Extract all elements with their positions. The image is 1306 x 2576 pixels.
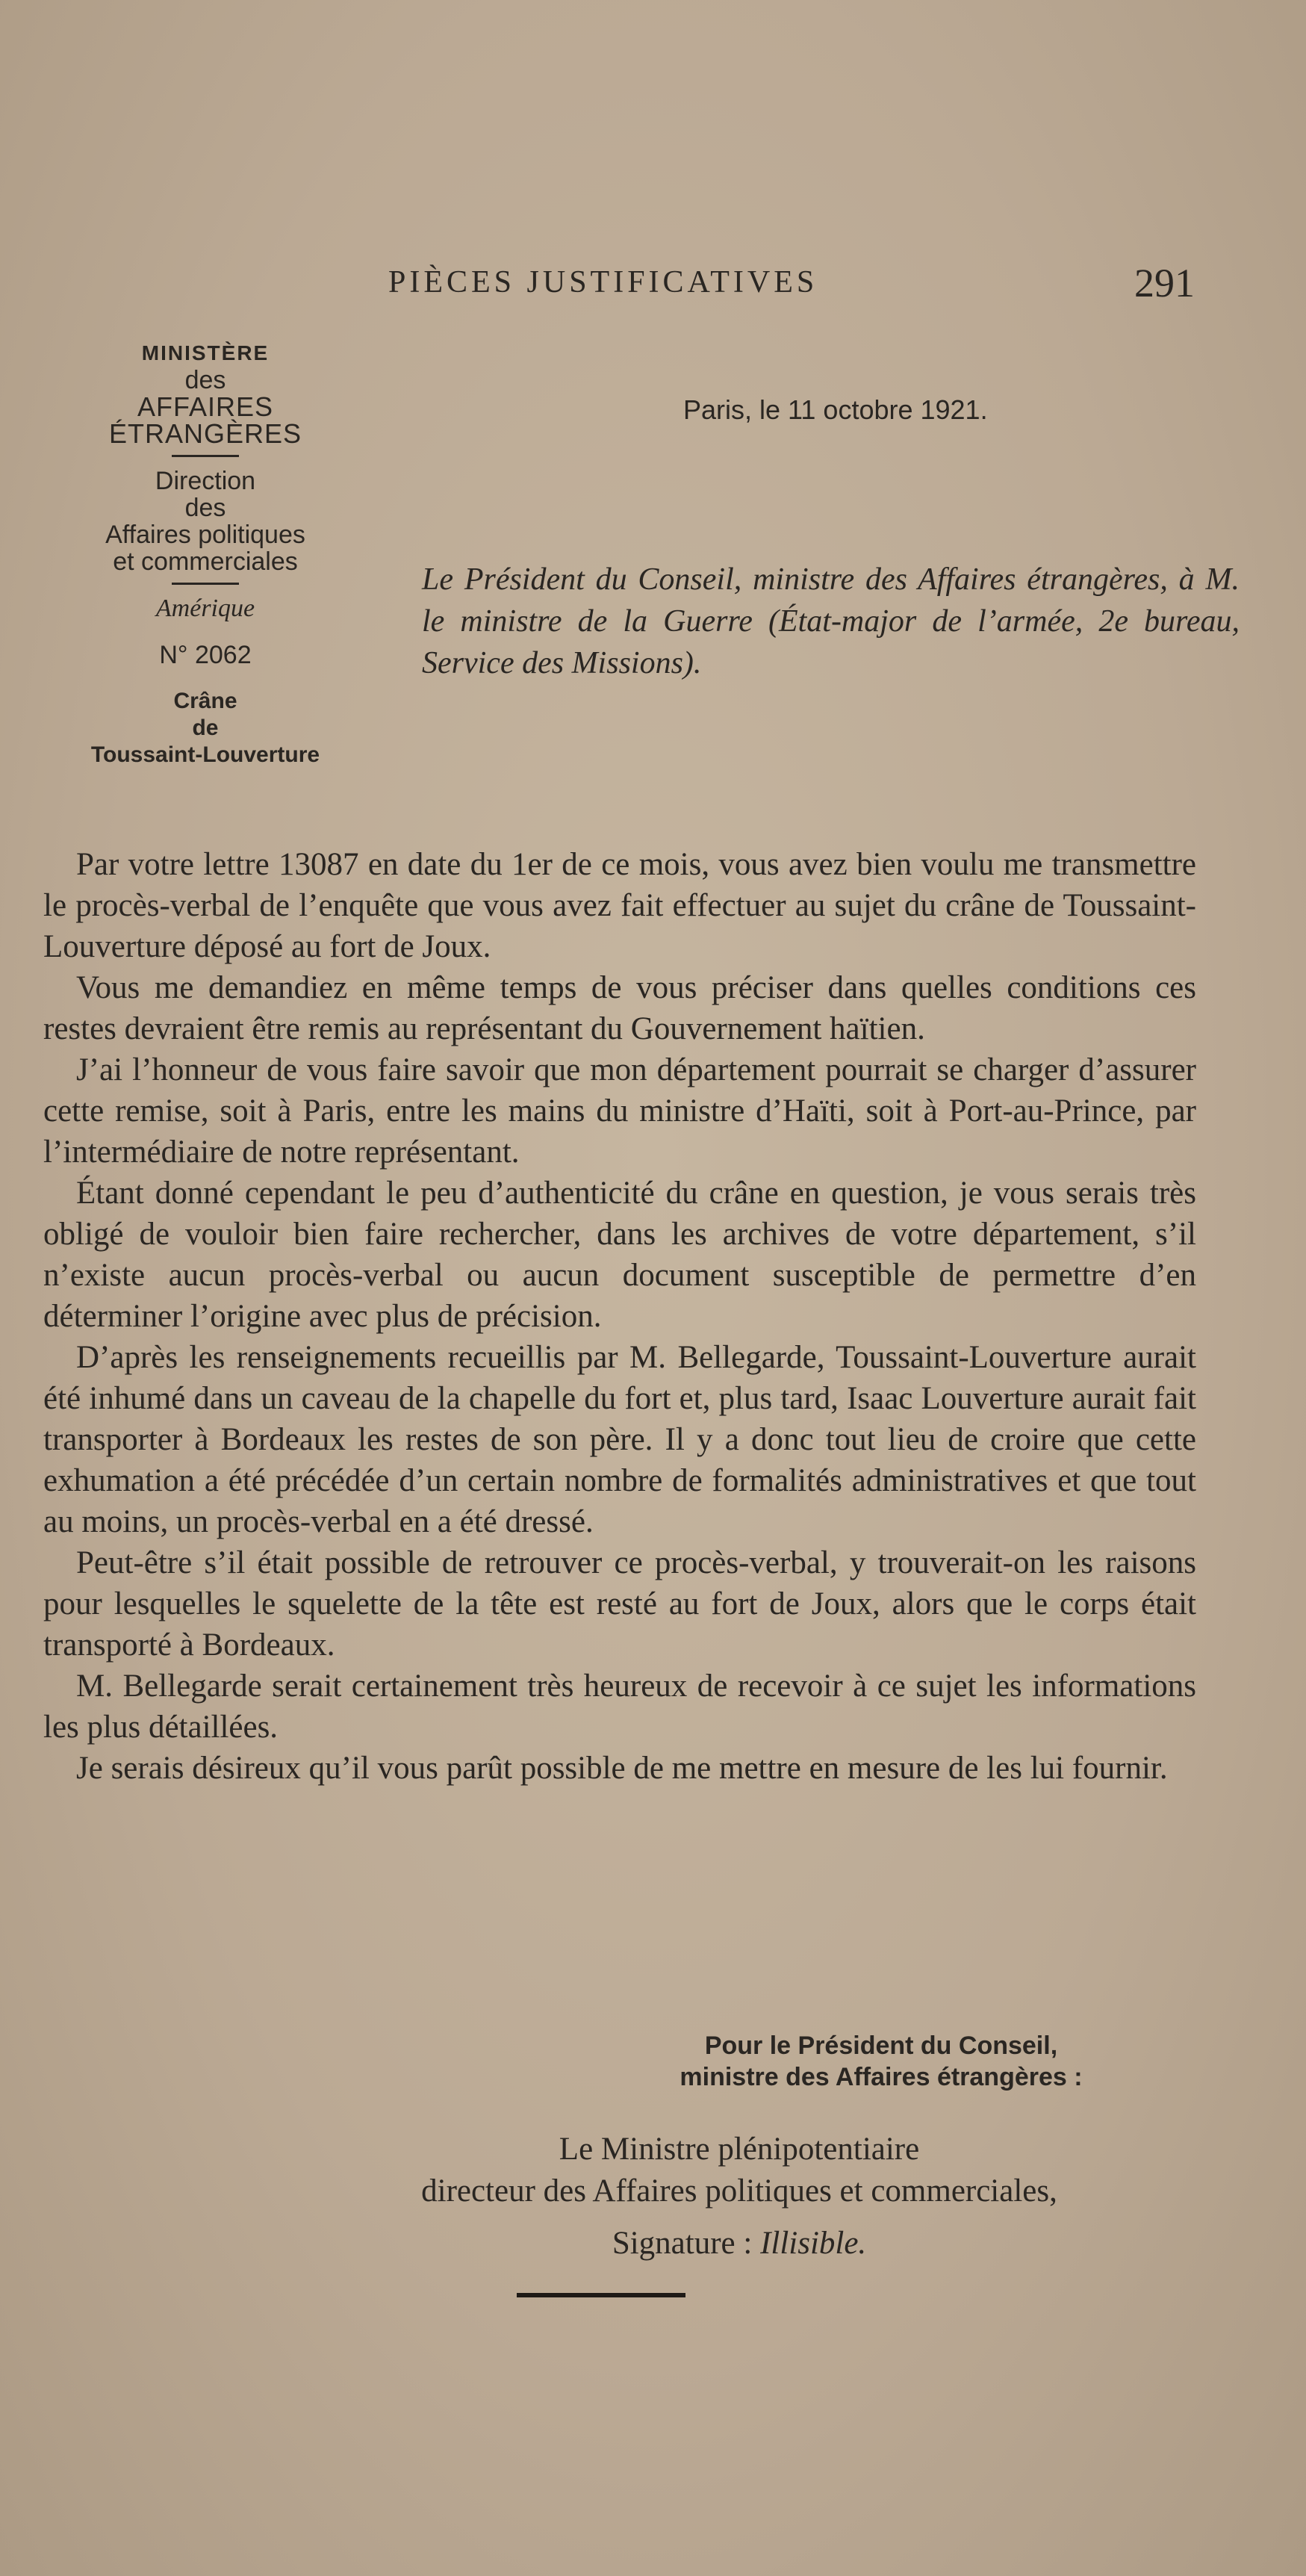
signature-label: Signature : xyxy=(612,2226,753,2261)
paragraph: Peut-être s’il était possible de retrouver ce procès-verbal, y trouverait-on les raisons pour lesquelles le squelette de la tête est resté au fort de Joux, alors que le corps était transporté à Bordeaux. xyxy=(43,1545,1196,1663)
running-head-title: PIÈCES JUSTIFICATIVES xyxy=(388,265,818,300)
addressee: Le Président du Conseil, ministre des Affaires étrangères, à M. le ministre de la Guerre (État-major de l’armée, 2e bureau, Service des Missions). xyxy=(422,562,1240,680)
sidebar-rule xyxy=(172,455,239,457)
region-label: Amérique xyxy=(155,595,255,622)
closing-rule xyxy=(517,2293,685,2297)
sidebar-rule-2 xyxy=(172,583,239,585)
paragraph: M. Bellegarde serait certainement très heureux de recevoir à ce sujet les informations les plus détaillées. xyxy=(43,1669,1196,1745)
ministry-label: MINISTÈRE xyxy=(141,341,270,364)
paragraph: Étant donné cependant le peu d’authenticité du crâne en question, je vous serais très obligé de vouloir bien faire rechercher, dans les archives de votre département, s’il n’existe aucun procès-verbal ou aucun document susceptible de permettre d’en déterminer l’origine avec plus de précision. xyxy=(43,1176,1196,1334)
paragraph: Par votre lettre 13087 en date du 1er de ce mois, vous avez bien voulu me transmettre le procès-verbal de l’enquête que vous avez fait effectuer au sujet du crâne de Toussaint-Louverture déposé au fort de Joux. xyxy=(43,847,1196,964)
ministry-affaires: AFFAIRES xyxy=(137,391,274,422)
direction-affaires: Affaires politiques xyxy=(105,521,305,549)
paragraph: J’ai l’honneur de vous faire savoir que mon département pourrait se charger d’assurer cette remise, soit à Paris, entre les mains du ministre d’Haïti, soit à Port-au-Prince, par l’intermédiaire de notre représentant. xyxy=(43,1052,1196,1170)
signature-value: Illisible. xyxy=(760,2226,867,2261)
signature-for-line2: ministre des Affaires étrangères : xyxy=(680,2063,1083,2091)
signature-line xyxy=(284,2223,1195,2265)
signature-for-line1: Pour le Président du Conseil, xyxy=(704,2032,1058,2060)
signature-title-line2: directeur des Affaires politiques et commerciales, xyxy=(421,2173,1057,2209)
reference-number: N° 2062 xyxy=(159,641,252,669)
signature-block xyxy=(284,2030,1195,2265)
subject-toussaint: Toussaint-Louverture xyxy=(90,742,320,767)
paragraph: D’après les renseignements recueillis par M. Bellegarde, Toussaint-Louverture aurait été inhumé dans un caveau de la chapelle du fort et, plus tard, Isaac Louverture aurait fait transporter à Bordeaux les restes de son père. Il y a donc tout lieu de croire que cette exhumation a été précédée d’un certain nombre de formalités administratives et que tout au moins, un procès-verbal en a été dressé. xyxy=(43,1340,1196,1539)
ministry-des: des xyxy=(184,366,226,394)
sidebar-letterhead xyxy=(45,340,366,769)
subject-de: de xyxy=(192,716,219,740)
subject-crane: Crâne xyxy=(173,689,237,713)
dateline: Paris, le 11 octobre 1921. xyxy=(683,394,988,425)
letter-body xyxy=(43,844,1196,1789)
direction-commerciales: et commerciales xyxy=(113,547,298,576)
paragraph: Je serais désireux qu’il vous parût possible de me mettre en mesure de les lui fournir. xyxy=(76,1751,1168,1786)
page-number: 291 xyxy=(1134,261,1195,305)
direction-label: Direction xyxy=(155,467,256,495)
direction-des: des xyxy=(184,494,226,522)
ministry-etrangeres: ÉTRANGÈRES xyxy=(108,418,302,449)
signature-title-line1: Le Ministre plénipotentiaire xyxy=(559,2132,920,2167)
running-head xyxy=(388,260,1195,305)
paragraph: Vous me demandiez en même temps de vous préciser dans quelles conditions ces restes devraient être remis au représentant du Gouvernement haïtien. xyxy=(43,970,1196,1046)
